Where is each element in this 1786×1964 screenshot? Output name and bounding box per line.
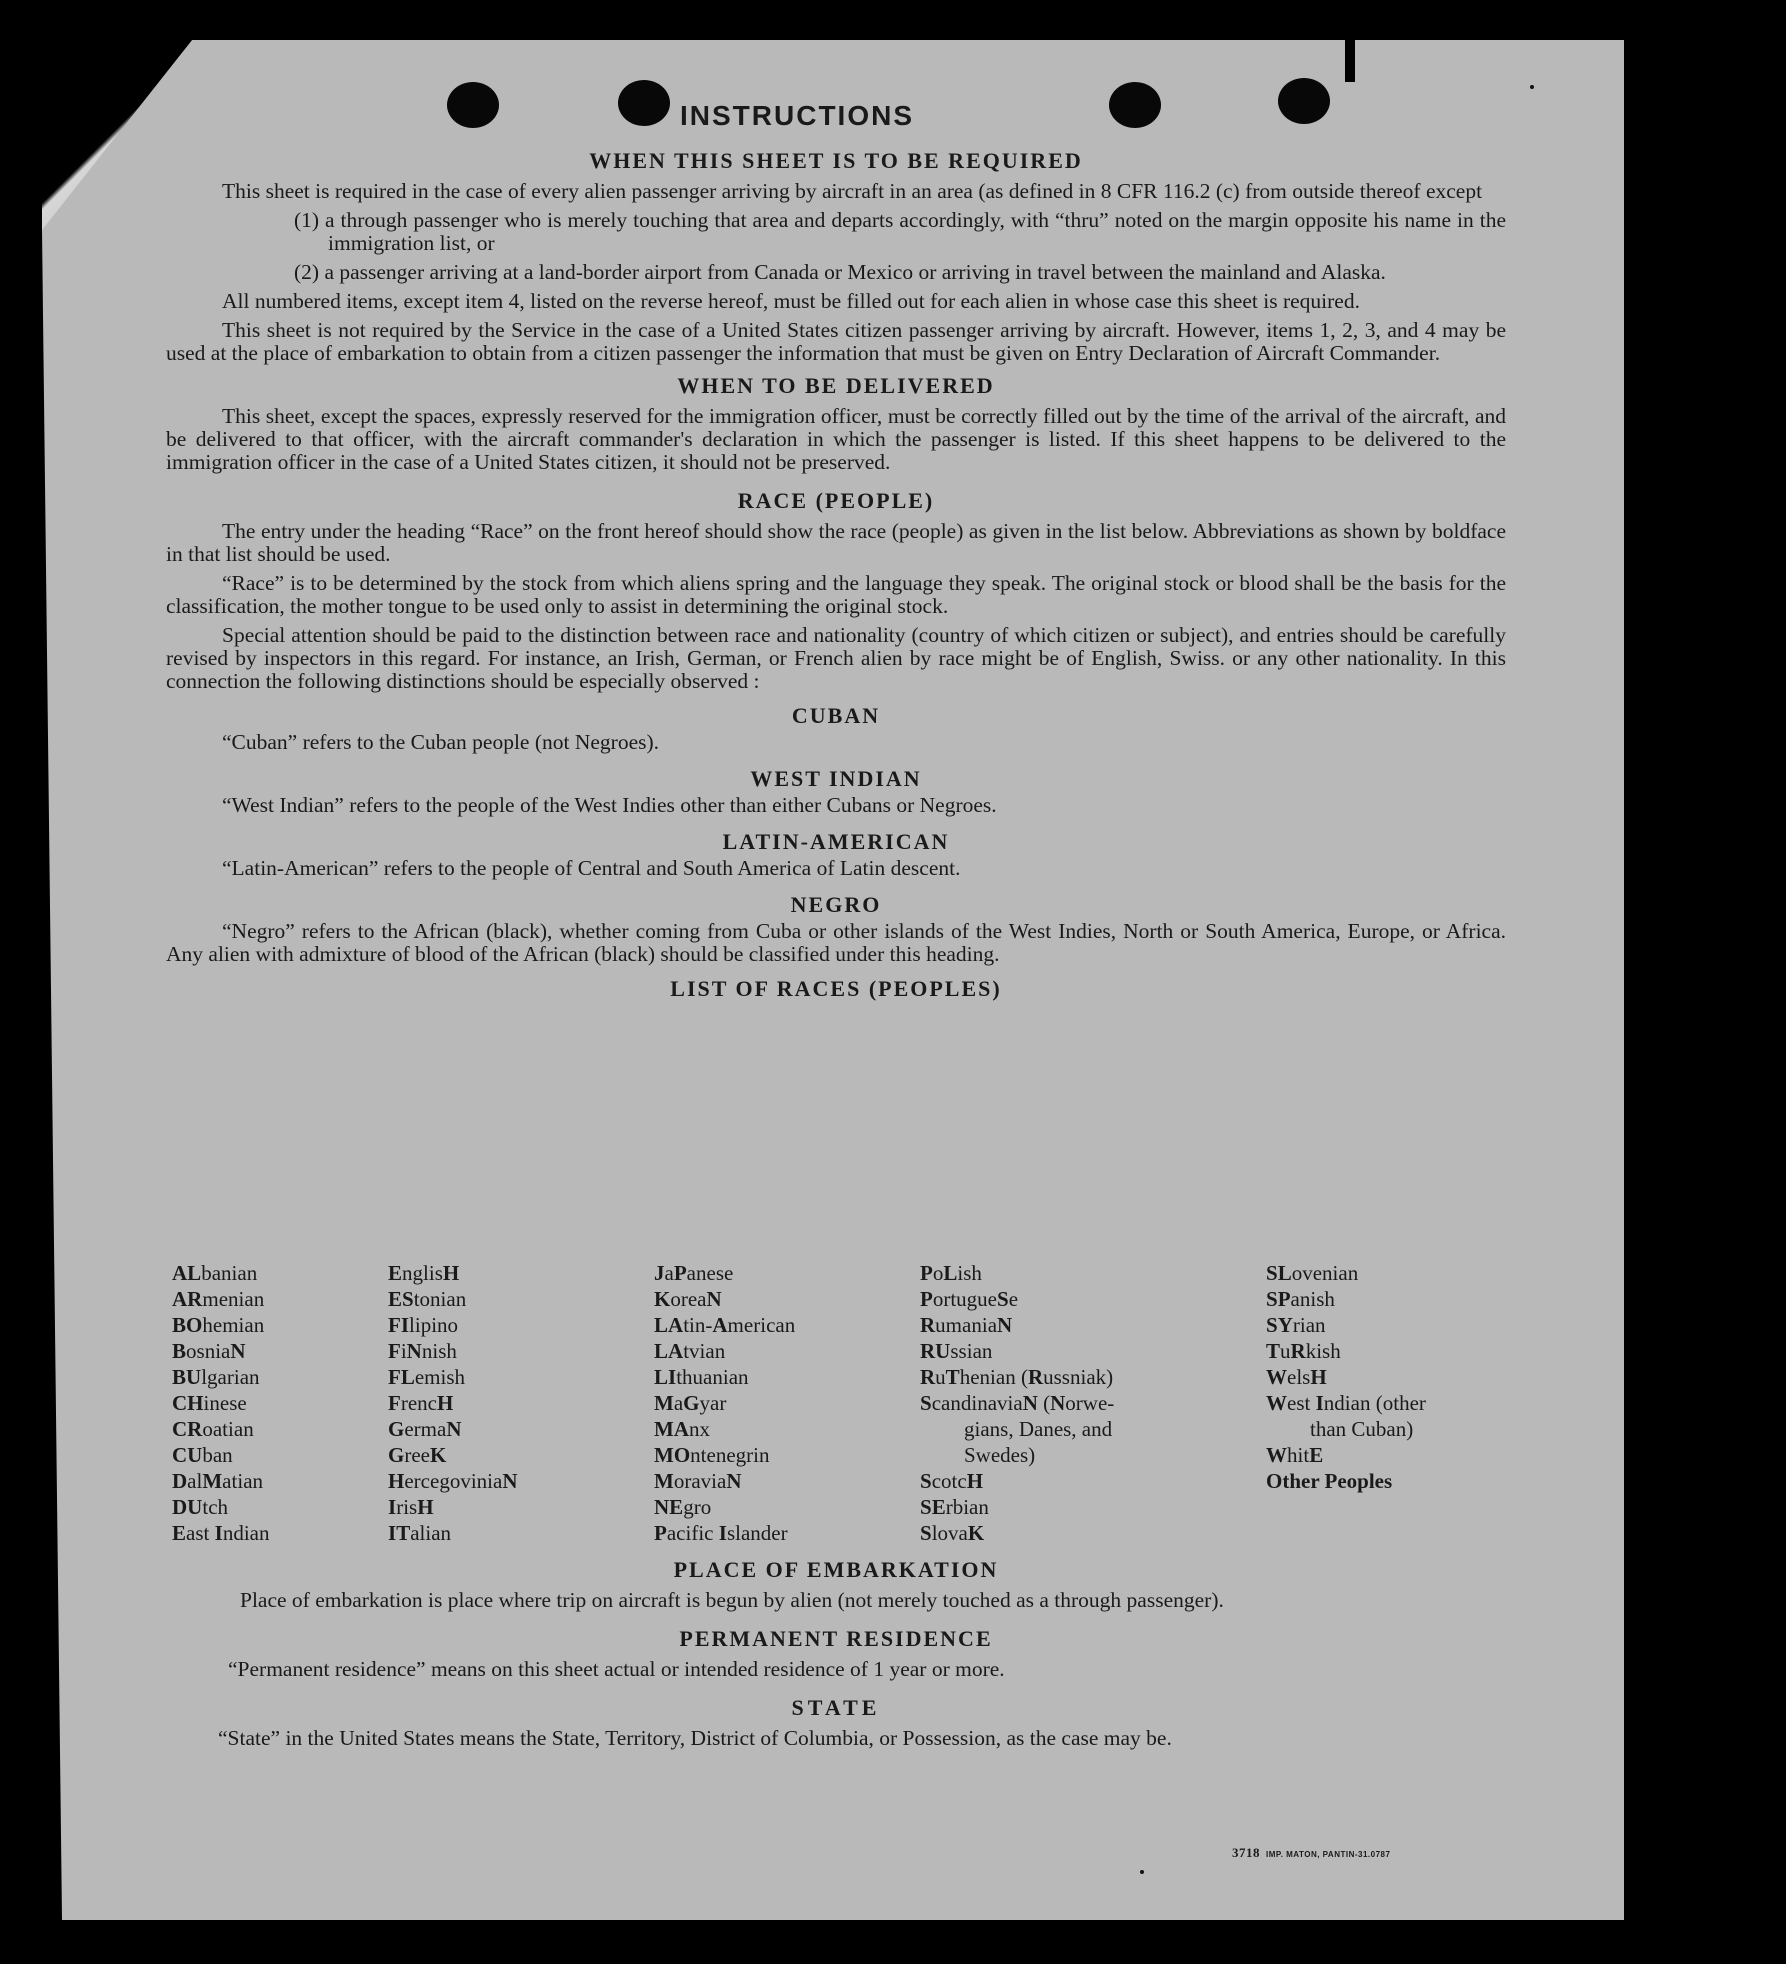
race-entry: MaGyar [654, 1391, 727, 1415]
paragraph: Place of embarkation is place where trip on aircraft is begun by alien (not merely touched as a through passenger). [240, 1588, 1224, 1612]
race-entry: RUssian [920, 1339, 993, 1363]
race-entry: Swedes) [964, 1443, 1036, 1467]
race-entry: ALbanian [172, 1261, 258, 1285]
heading-delivered: WHEN TO BE DELIVERED [677, 373, 995, 398]
race-entry: SLovenian [1266, 1261, 1359, 1285]
race-entry: ScotcH [920, 1469, 984, 1493]
race-entry: FIlipino [388, 1313, 459, 1337]
race-entry: West Indian (other [1266, 1391, 1426, 1415]
race-entry: NEgro [654, 1495, 712, 1519]
paragraph: The entry under the heading “Race” on the front hereof should show the race (people) as given in the list below. Abbreviations as shown by boldface in that list should be used. [166, 519, 1506, 566]
race-entry: GreeK [388, 1443, 447, 1467]
race-entry: gians, Danes, and [964, 1417, 1113, 1441]
race-entry: WhitE [1266, 1443, 1324, 1467]
race-column-1 [172, 1260, 269, 1546]
race-entry: CUban [172, 1443, 233, 1467]
race-entry: BosniaN [172, 1339, 246, 1363]
speck [1140, 1870, 1144, 1874]
heading-west-indian: WEST INDIAN [750, 766, 922, 791]
heading-required: WHEN THIS SHEET IS TO BE REQUIRED [589, 148, 1083, 173]
race-entry: FrencH [388, 1391, 454, 1415]
paragraph: “Negro” refers to the African (black), whether coming from Cuba or other islands of the West Indies, North or South America, Europe, or Africa. Any alien with admixture of blood of the African (black) should be classified under this heading. [166, 919, 1506, 966]
paragraph: Special attention should be paid to the distinction between race and nationality (country of which citizen or subject), and entries should be carefully revised by inspectors in this regard. For instance, an Irish, German, or French alien by race might be of English, Swiss. or any other nationality. In this connection the following distinctions should be especially observed : [166, 623, 1506, 693]
paragraph: “West Indian” refers to the people of the West Indies other than either Cubans or Negroes. [222, 793, 997, 817]
paragraph: “Latin-American” refers to the people of Central and South America of Latin descent. [222, 856, 961, 880]
race-entry: GermaN [388, 1417, 462, 1441]
race-entry: MoraviaN [654, 1469, 742, 1493]
form-footer [1232, 1845, 1390, 1861]
race-entry: ITalian [388, 1521, 452, 1545]
race-column-5 [1266, 1260, 1426, 1494]
paragraph: “State” in the United States means the State, Territory, District of Columbia, or Possession, as the case may be. [218, 1726, 1172, 1750]
race-entry: SErbian [920, 1495, 989, 1519]
race-entry: SlovaK [920, 1521, 985, 1545]
paragraph: “Cuban” refers to the Cuban people (not Negroes). [222, 730, 660, 754]
printer-imprint: IMP. MATON, PANTIN-31.0787 [1266, 1850, 1391, 1859]
paragraph: This sheet is required in the case of every alien passenger arriving by aircraft in an area (as defined in 8 CFR 116.2 (c) from outside thereof except [222, 179, 1483, 203]
race-entry: FiNnish [388, 1339, 457, 1363]
heading-permanent-residence: PERMANENT RESIDENCE [679, 1626, 993, 1651]
list-item: (1) a through passenger who is merely touching that area and departs accordingly, with “thru” noted on the margin opposite his name in the immigration list, or [294, 208, 1506, 255]
instructions-body [166, 146, 1506, 1004]
torn-notch [1345, 40, 1355, 82]
instructions-body-lower [166, 1555, 1506, 1750]
heading-latin-american: LATIN-AMERICAN [722, 829, 950, 854]
race-entry: SPanish [1266, 1287, 1335, 1311]
speck [1530, 85, 1534, 89]
race-entry: than Cuban) [1310, 1417, 1414, 1441]
punch-hole-3 [1109, 82, 1161, 128]
race-entry: EStonian [388, 1287, 467, 1311]
heading-race: RACE (PEOPLE) [737, 488, 935, 513]
heading-embarkation: PLACE OF EMBARKATION [673, 1557, 999, 1582]
race-entry: IrisH [388, 1495, 434, 1519]
race-entry: LAtin-American [654, 1313, 796, 1337]
heading-state: STATE [791, 1695, 881, 1720]
punch-hole-4 [1278, 78, 1330, 124]
race-entry: Pacific Islander [654, 1521, 788, 1545]
race-entry: ScandinaviaN (Norwe- [920, 1391, 1115, 1415]
race-entry: Other Peoples [1266, 1469, 1393, 1493]
paragraph: This sheet is not required by the Service in the case of a United States citizen passenger arriving by aircraft. However, items 1, 2, 3, and 4 may be used at the place of embarkation to obtain from a citizen passenger the information that must be given on Entry Declaration of Aircraft Commander. [166, 318, 1506, 365]
race-entry: SYrian [1266, 1313, 1326, 1337]
race-column-3 [654, 1260, 795, 1546]
race-column-4 [920, 1260, 1114, 1546]
race-entry: TuRkish [1266, 1339, 1341, 1363]
punch-hole-1 [447, 82, 499, 128]
race-entry: BUlgarian [172, 1365, 260, 1389]
paragraph: All numbered items, except item 4, listed on the reverse hereof, must be filled out for each alien in whose case this sheet is required. [222, 289, 1360, 313]
paragraph: “Race” is to be determined by the stock from which aliens spring and the language they speak. The original stock or blood shall be the basis for the classification, the mother tongue to be used only to assist in determining the original stock. [166, 571, 1506, 618]
race-entry: EnglisH [388, 1261, 460, 1285]
punch-hole-2 [618, 80, 670, 126]
race-entry: DalMatian [172, 1469, 264, 1493]
race-entry: RumaniaN [920, 1313, 1013, 1337]
race-entry: HercegoviniaN [388, 1469, 518, 1493]
paragraph: This sheet, except the spaces, expressly reserved for the immigration officer, must be correctly filled out by the time of the arrival of the aircraft, and be delivered to that officer, with the aircraft commander's declaration in which the passenger is listed. If this sheet happens to be delivered to the immigration officer in the case of a United States citizen, it should not be preserved. [166, 404, 1506, 474]
race-entry: LIthuanian [654, 1365, 749, 1389]
race-entry: RuThenian (Russniak) [920, 1365, 1114, 1389]
race-entry: East Indian [172, 1521, 270, 1545]
page-title: INSTRUCTIONS [680, 100, 914, 131]
race-column-2 [388, 1260, 518, 1546]
race-entry: MOntenegrin [654, 1443, 770, 1467]
race-entry: ARmenian [172, 1287, 265, 1311]
race-entry: PoLish [920, 1261, 982, 1285]
race-entry: DUtch [172, 1495, 229, 1519]
heading-negro: NEGRO [790, 892, 882, 917]
race-entry: PortugueSe [920, 1287, 1019, 1311]
race-entry: CHinese [172, 1391, 247, 1415]
race-entry: FLemish [388, 1365, 466, 1389]
heading-cuban: CUBAN [791, 703, 881, 728]
race-entry: LAtvian [654, 1339, 726, 1363]
list-item: (2) a passenger arriving at a land-border airport from Canada or Mexico or arriving in travel between the mainland and Alaska. [294, 260, 1386, 284]
race-entry: CRoatian [172, 1417, 254, 1441]
race-entry: JaPanese [654, 1261, 734, 1285]
race-entry: MAnx [654, 1417, 710, 1441]
race-entry: WelsH [1266, 1365, 1327, 1389]
form-number: 3718 [1232, 1845, 1260, 1860]
race-entry: BOhemian [172, 1313, 265, 1337]
paragraph: “Permanent residence” means on this sheet actual or intended residence of 1 year or more. [228, 1657, 1005, 1681]
race-entry: KoreaN [654, 1287, 722, 1311]
heading-list-of-races: LIST OF RACES (PEOPLES) [670, 976, 1002, 1001]
